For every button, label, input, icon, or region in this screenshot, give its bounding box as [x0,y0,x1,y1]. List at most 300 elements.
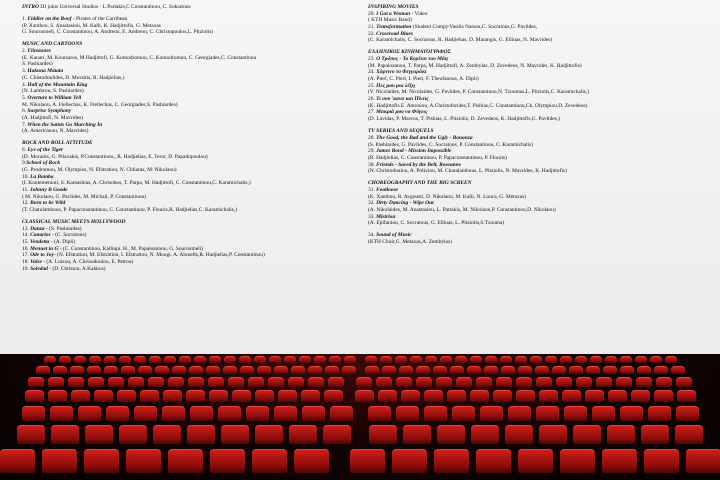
theatre-seat [644,449,679,473]
performers-text: G. Souroumeli, C. Constantinou, A. Andreou, E. Andreou, C. Christopoulos,L. Pitziolis) [22,29,214,36]
item-title: Ο Τρόπος - Το Κορίτσι του Μάη [376,56,448,63]
theatre-seat [155,366,169,374]
theatre-seat [516,377,532,387]
item-title: Footloose [376,186,399,193]
performers-text: (K. Hadjittofis E. Antoniou, A.Christoforides,T. Pishias,C. Constantinou,Ch. Olympiou,D. Zevedeos) [368,102,588,109]
theatre-seat [153,425,181,444]
theatre-seat [471,425,499,444]
theatre-seat [206,366,220,374]
item-number: 20. [368,10,377,17]
theatre-seat [636,377,652,387]
theatre-seat [186,390,205,402]
theatre-seat [380,356,392,363]
theatre-seat [148,377,164,387]
item-details: - (D. Christou, A.Kakkos) [47,265,106,272]
theatre-seat [179,356,191,363]
theatre-seat [128,377,144,387]
performers-text: (S. Pashiardes, G. Pavlides, C. Socratous, P. Constantinou, C. Karamichalis) [368,141,534,148]
theatre-seat [51,425,79,444]
item-title: School of Rock [26,160,61,167]
theatre-seat [106,406,129,421]
theatre-seat [436,377,452,387]
program-item [22,259,332,266]
item-title: I Got a Woman [376,10,411,17]
section-heading: CLASSICAL MUSIC MEETS HOLLYWOOD [22,219,126,226]
program-item [22,95,332,102]
program-item [368,24,698,31]
theatre-seat [257,366,271,374]
theatre-seat [648,406,671,421]
theatre-seat [163,390,182,402]
theatre-seat [434,449,469,473]
performers-text: ( KTH Music Band) [368,17,412,24]
theatre-seat [516,390,535,402]
theatre-seat [378,390,397,402]
theatre-seat [607,425,635,444]
theatre-seat [476,377,492,387]
theatre-seat [248,377,264,387]
theatre-seat [485,356,497,363]
theatre-seat [188,377,204,387]
theatre-seat [324,390,343,402]
theatre-seat [545,356,557,363]
item-title: Menuet in G [30,245,59,252]
item-details: - Video [410,10,428,17]
theatre-seat [168,377,184,387]
item-details: - Pirates of the Carribean [71,16,128,23]
theatre-seat [74,356,86,363]
item-number: 24. [368,69,377,76]
performers-text: (D. Lavidas, P. Mavros, T. Pishias, L. Pitziolis, D. Zevedeos, K. Hadjittofis,G. Pavlides,) [368,116,560,123]
intro-label: INTRO [22,4,39,10]
theatre-seat [209,356,221,363]
program-item [22,108,332,115]
theatre-seat [556,377,572,387]
theatre-seat [416,366,430,374]
theatre-seat [501,366,515,374]
item-title: Ode to Joy [30,252,54,259]
item-title: Μακριά μου να Φύγεις [376,109,428,116]
theatre-seat [301,390,320,402]
theatre-seat [149,356,161,363]
item-details: - (N. Efstratiou, M. Efstratiou, I. Efstratiou, N. Mougi. A. Alonefts,R. Hadjielias,P. Constantinou) [53,252,265,259]
item-number: 25. [368,82,377,89]
item-number: 30. [368,161,377,168]
theatre-seat [686,449,720,473]
theatre-seat [140,390,159,402]
performers-text: (N. Christodoulou, A. Poliviou, M. Charalambous, L. Pitziolis, N. Mavrides, K. Hadjittofis) [368,168,567,175]
program-item [368,11,698,18]
theatre-seat [323,425,351,444]
item-title: Friends - Saved by the Bell, Roseanne [376,161,462,168]
theatre-seat [575,356,587,363]
theatre-seat [560,356,572,363]
theatre-seat [518,449,553,473]
theatre-seat [162,406,185,421]
theatre-seat [187,425,215,444]
theatre-seat [70,366,84,374]
item-number: 6. [22,108,28,115]
theatre-seat [221,425,249,444]
theatre-seat [592,406,615,421]
theatre-seat [314,356,326,363]
seat-row [0,390,720,402]
theatre-seat [71,390,90,402]
item-number: 5. [22,94,28,101]
item-details: - (A. Dipli) [49,239,76,246]
seat-row [0,449,720,473]
theatre-seat [530,356,542,363]
performers-text: (C. Karamichalis, C. Socratous, R. Hadjielias, D. Marangis, G. Ellinas, N. Mavrides) [368,37,553,44]
item-title: Crossroad Blues [376,30,413,37]
theatre-seat [164,356,176,363]
theatre-seat [274,406,297,421]
theatre-seat [376,377,392,387]
theatre-seat [368,406,391,421]
theatre-seat [284,356,296,363]
theatre-seat [399,366,413,374]
seat-row [0,366,720,374]
item-title: Eye of the Tiger [27,146,64,153]
theatre-seat [268,377,284,387]
theatre-seat [505,425,533,444]
theatre-seat [308,366,322,374]
performers-text: (R. Hadjielias, C. Constantinou, P. Papaconstantinou, P. Flouris) [368,154,507,161]
program-item [22,16,332,23]
program-item [368,96,698,103]
theatre-seat [44,356,56,363]
theatre-seat [447,390,466,402]
program-item [368,148,698,155]
theatre-seat [518,366,532,374]
theatre-seat [36,366,50,374]
item-number: 14. [22,232,31,239]
item-number: 12. [22,200,31,207]
theatre-seat [665,356,677,363]
performers-text: (K. Xanthou, R. Avgousti, D. Nikolaou, M. Kalli, N. Louca, G. Metaxas) [368,193,527,200]
theatre-seat [218,406,241,421]
item-title: When the Saints Go Marching In [27,121,103,128]
theatre-seat [590,356,602,363]
theatre-seat [596,377,612,387]
theatre-seat [484,366,498,374]
item-title: Canarios [30,232,51,239]
theatre-seat [605,356,617,363]
theatre-seat [299,356,311,363]
item-number: 31. [368,186,377,193]
theatre-seat [535,366,549,374]
theatre-seat [228,377,244,387]
theatre-seat [496,377,512,387]
item-number: 7. [22,121,28,128]
item-number: 1. [22,16,28,23]
section-heading: ΕΛΛΗΝΙΚΟΣ ΚΙΝΗΜΑΤΟΓΡΑΦΟΣ [368,49,451,56]
item-number: 11. [22,186,30,193]
performers-text: (KTH Choir,G. Metaxas,A. Zembylas) [368,239,452,246]
performers-text: (A. Nikolaides, M. Anastasiou, L. Partakis, M. Nikolaou,P. Constantinou,D. Nikolaou) [368,206,556,213]
theatre-seat [88,377,104,387]
item-number: 3. [22,68,28,75]
performers-text: M. Nikolaou, A. Ftellechas, K. Ftellechas, C. Georgiades,S. Pashiardes) [22,101,178,108]
item-title: La Bamba [30,173,54,180]
theatre-seat [452,406,475,421]
item-title: Flinstones [27,48,51,55]
theatre-seat [403,425,431,444]
theatre-seat [89,356,101,363]
theatre-seat [401,390,420,402]
theatre-seat [608,390,627,402]
program-item [368,135,698,142]
program-item [22,266,332,273]
program-column-left [22,4,332,272]
program-column-right [368,4,698,246]
item-title: Danza [30,225,45,232]
theatre-seat [493,390,512,402]
theatre-seat [48,377,64,387]
theatre-seat [500,356,512,363]
section-heading: MUSIC AND CARTOONS [22,41,83,48]
item-number: 9. [22,160,27,167]
theatre-seat [560,449,595,473]
theatre-seat [22,406,45,421]
theatre-seat [210,449,245,473]
theatre-seat [539,390,558,402]
performers-text: S. Pashiardes) [22,61,53,68]
item-number: 17. [22,252,31,259]
item-title: Overture to William Tell [27,94,82,101]
theatre-seat [330,406,353,421]
theatre-seat [677,390,696,402]
theatre-seat [255,425,283,444]
theatre-seat [536,406,559,421]
theatre-seat [138,366,152,374]
section-heading: TV SERIES AND SEQUELS [368,128,434,135]
theatre-seat [676,406,699,421]
theatre-seat [224,356,236,363]
theatre-seat [254,356,266,363]
item-title: James Bond - Mission Impossible [376,148,452,155]
theatre-seat [94,390,113,402]
item-title: Soledad [30,265,48,272]
intro-text: DJ joins Universal Studios - L.Partakis,C Constantinou, C. Sokratous [38,4,191,10]
item-number: 29. [368,148,377,155]
theatre-seat [433,366,447,374]
theatre-seat [0,449,35,473]
theatre-seat [190,406,213,421]
theatre-seat [650,356,662,363]
performers-text: (A. Epifaniou, C. Socratous, G. Ellinas, L. Pitziolis,S.Tzouma) [368,220,505,227]
theatre-seat [569,366,583,374]
program-item [22,68,332,75]
theatre-seat [17,425,45,444]
item-title: Hakuna Matata [27,68,64,75]
item-number: 21. [368,24,377,31]
performers-text: (I. Kontemenioti, S. Kamashias, A. Chrisohos, T. Parpa, M. Hadjittofi, C. Constantinou,C. Karamichalis,) [22,180,251,187]
theatre-seat [620,406,643,421]
theatre-seat [369,425,397,444]
item-title: Valse [30,259,42,266]
theatre-seat [168,449,203,473]
performers-text: (V. Nicolaides, M. Nicolaides, G. Pavlides, P. Constantinou,N. Tzoumas,L. Pitziolis,C. Karamichalis,) [368,89,590,96]
theatre-seat [470,356,482,363]
theatre-seat [455,356,467,363]
item-details: - (C. Constantinou, Kalliopi. H., M. Papaioannou, G. Souroumeli) [58,245,203,252]
theatre-seat [289,425,317,444]
theatre-seat [616,377,632,387]
theatre-seat [84,449,119,473]
item-title: Transformation [376,24,412,31]
theatre-seat [552,366,566,374]
theatre-seat [425,356,437,363]
theatre-seat [87,366,101,374]
theatre-seat [328,377,344,387]
item-details: - (S. Pashiardes) [44,225,82,232]
item-number: 28. [368,134,377,141]
seat-row [0,377,720,387]
theatre-seat [470,390,489,402]
performers-text: (A. Pieri, C. Pieri, I. Pieri, F. Theofanous, A. Dipli) [368,76,479,83]
theatre-seat [85,425,113,444]
theatre-seat [396,406,419,421]
program-item [22,200,332,207]
performers-text: (P. Xanthou, S. Anastasiou, M. Kalli, K. Hadjittofis, G. Metaxas [22,22,161,29]
theatre-seat [410,356,422,363]
item-details: - (A. Loizou, A. Chrisodoulou, E. Petrou) [41,259,134,266]
item-title: Misirlou [376,213,396,220]
theatre-seat [675,425,703,444]
theatre-seat [134,406,157,421]
item-title: Dirty Dancing - Wipe Out [376,200,434,207]
theatre-seat [671,366,685,374]
theatre-seat [603,366,617,374]
theatre-seat [342,366,356,374]
theatre-seat [126,449,161,473]
theatre-seat [59,356,71,363]
theatre-seat [654,390,673,402]
item-title: Johnny B Goode [29,186,68,193]
item-details: (Student Comp)-Vasilis Natsou,C. Socratous,G. Pavlides, [411,24,538,31]
theatre-seat [209,390,228,402]
seat-row [0,406,720,421]
program-item [368,56,698,63]
theatre-seat [620,366,634,374]
item-number: 33. [368,213,377,220]
theatre-seat [240,366,254,374]
item-number: 16. [22,245,31,252]
theatre-seat [278,390,297,402]
theatre-seat [291,366,305,374]
theatre-seat [53,366,67,374]
theatre-seat [585,390,604,402]
theatre-seat [456,377,472,387]
theatre-seat [344,356,356,363]
theatre-seat [440,356,452,363]
item-number: 27. [368,109,377,116]
theatre-seat [108,377,124,387]
theatre-seat [104,366,118,374]
theatre-seat [641,425,669,444]
item-title: Χάρτινο το Φεγγαράκι [376,69,427,76]
theatre-seat [28,377,44,387]
theatre-seat [78,406,101,421]
performers-text: (N. Lambrou, S. Pashiardes) [22,88,84,95]
item-number: 22. [368,30,377,37]
item-number: 8. [22,146,28,153]
theatre-seat [620,356,632,363]
item-number: 32. [368,200,377,207]
theatre-seat [382,366,396,374]
theatre-seat [50,406,73,421]
performers-text: ( M. Nikolaou, G. Pavlides, M. Michail, P. Constantinou) [22,193,147,200]
theatre-seat [117,390,136,402]
performers-text: (E. Kanari, M. Koursaros, M Hadjittofi, G. Komodromou, C. Komodromou, C. Georgiades,C. Constantinou [22,54,257,61]
seat-row [0,356,720,363]
theatre-seat [392,449,427,473]
theatre-seat [288,377,304,387]
section-heading: CHOREOGRAPHY AND THE BIG SCREEN [368,180,472,187]
item-title: Vendetta [30,239,50,246]
theatre-seat [602,449,637,473]
program-item [22,187,332,194]
theatre-seat [656,377,672,387]
item-number: 18. [22,259,31,266]
performers-text: (A. Americanou, N. Mavrides) [22,128,89,135]
item-number: 10. [22,173,31,180]
program-item [368,187,698,194]
theatre-seat [119,356,131,363]
theatre-seats-image [0,354,720,480]
theatre-seat [508,406,531,421]
theatre-seat [119,425,147,444]
theatre-seat [654,366,668,374]
item-title: Surprise Symphony [27,108,72,115]
theatre-seat [232,390,251,402]
theatre-seat [302,406,325,421]
theatre-seat [325,366,339,374]
program-item [22,147,332,154]
performers-text: (M. Papaioannou, T. Parpa, M. Hadjittofi, A. Zembylas, D. Zevedeos, N. Mavrides, K. Hadjittofis) [368,62,582,69]
item-title: Τι σου 'κανα και Πίνεις [376,96,429,103]
theatre-seat [172,366,186,374]
section-heading: INSPIRING MOVIES [368,4,419,10]
item-number: 15. [22,239,31,246]
theatre-seat [355,390,374,402]
theatre-seat [294,449,329,473]
performers-text: (C. Chistodoulides, D. Moraitis, R. Hadjielias,) [22,74,125,81]
theatre-seat [239,356,251,363]
item-number: 26. [368,96,377,103]
theatre-seat [416,377,432,387]
item-number: 2. [22,48,28,55]
item-number: 34. [368,232,377,239]
performers-text: (A. Hadjittofi, N. Mavrides) [22,114,84,121]
section-heading: ROCK AND ROLL ATTITUDE [22,140,93,147]
theatre-seat [134,356,146,363]
item-title: Born to be Wild [30,200,66,207]
theatre-seat [676,377,692,387]
theatre-seat [308,377,324,387]
theatre-seat [246,406,269,421]
theatre-seat [586,366,600,374]
intro-line [22,4,332,11]
seat-row [0,425,720,444]
item-title: Fiddler on the Roof [27,16,72,23]
theatre-seat [48,390,67,402]
item-details: - (C. Socratous) [50,232,87,239]
theatre-seat [25,390,44,402]
theatre-seat [631,390,650,402]
theatre-seat [194,356,206,363]
